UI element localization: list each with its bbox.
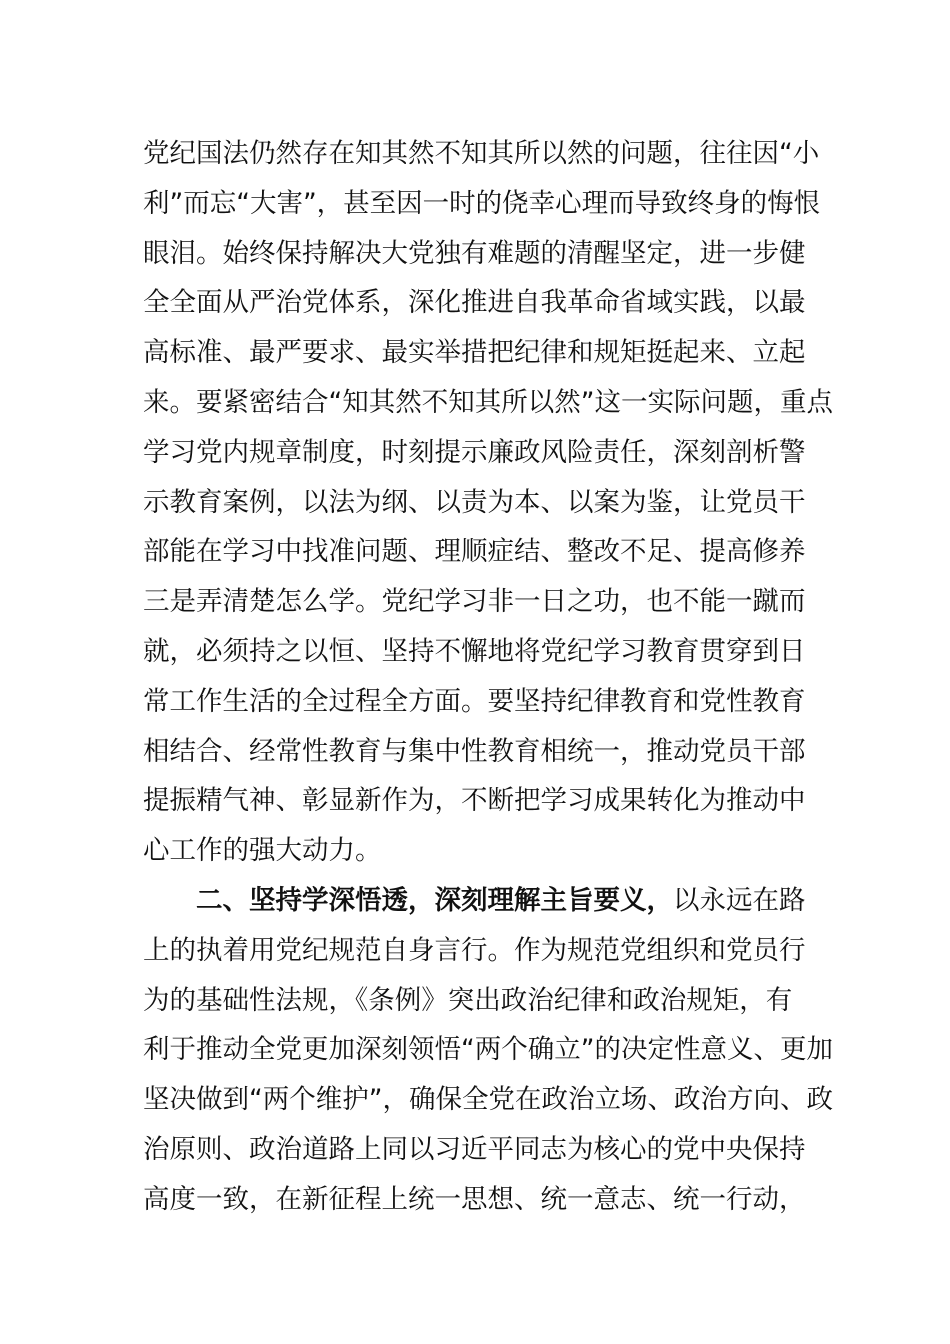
text-line: 上的执着用党纪规范自身言行。作为规范党组织和党员行 <box>143 934 806 966</box>
section-heading: 二、坚持学深悟透，深刻理解主旨要义， <box>196 884 673 916</box>
text-line: 三是弄清楚怎么学。党纪学习非一日之功，也不能一蹴而 <box>143 586 806 618</box>
text-line: 心工作的强大动力。 <box>143 835 382 867</box>
text-line: 示教育案例，以法为纲、以责为本、以案为鉴，让党员干 <box>143 486 806 518</box>
text-line: 来。要紧密结合“知其然不知其所以然”这一实际问题，重点 <box>143 386 833 418</box>
text-line: 为的基础性法规，《条例》突出政治纪律和政治规矩，有 <box>143 984 793 1016</box>
text-line: 眼泪。始终保持解决大党独有难题的清醒坚定，进一步健 <box>143 237 806 269</box>
text-line: 全全面从严治党体系，深化推进自我革命省域实践，以最 <box>143 287 806 319</box>
text-line: 高度一致，在新征程上统一思想、统一意志、统一行动， <box>143 1183 806 1215</box>
section-heading-tail: 以永远在路 <box>673 884 806 916</box>
text-line: 利”而忘“大害”，甚至因一时的侥幸心理而导致终身的悔恨 <box>143 187 821 219</box>
text-line: 提振精气神、彰显新作为，不断把学习成果转化为推动中 <box>143 785 806 817</box>
section-heading-line <box>143 876 813 926</box>
body-text <box>143 129 833 1225</box>
text-line: 坚决做到“两个维护”，确保全党在政治立场、政治方向、政 <box>143 1084 833 1116</box>
text-line: 高标准、最严要求、最实举措把纪律和规矩挺起来、立起 <box>143 337 806 369</box>
text-line: 党纪国法仍然存在知其然不知其所以然的问题，往往因“小 <box>143 138 820 169</box>
text-line: 利于推动全党更加深刻领悟“两个确立”的决定性意义、更加 <box>143 1034 833 1066</box>
text-line: 相结合、经常性教育与集中性教育相统一，推动党员干部 <box>143 735 806 767</box>
text-line: 部能在学习中找准问题、理顺症结、整改不足、提高修养 <box>143 536 806 568</box>
text-line: 学习党内规章制度，时刻提示廉政风险责任，深刻剖析警 <box>143 436 806 468</box>
text-line: 就，必须持之以恒、坚持不懈地将党纪学习教育贯穿到日 <box>143 635 806 667</box>
text-line: 常工作生活的全过程全方面。要坚持纪律教育和党性教育 <box>143 685 806 717</box>
text-line: 治原则、政治道路上同以习近平同志为核心的党中央保持 <box>143 1133 806 1165</box>
